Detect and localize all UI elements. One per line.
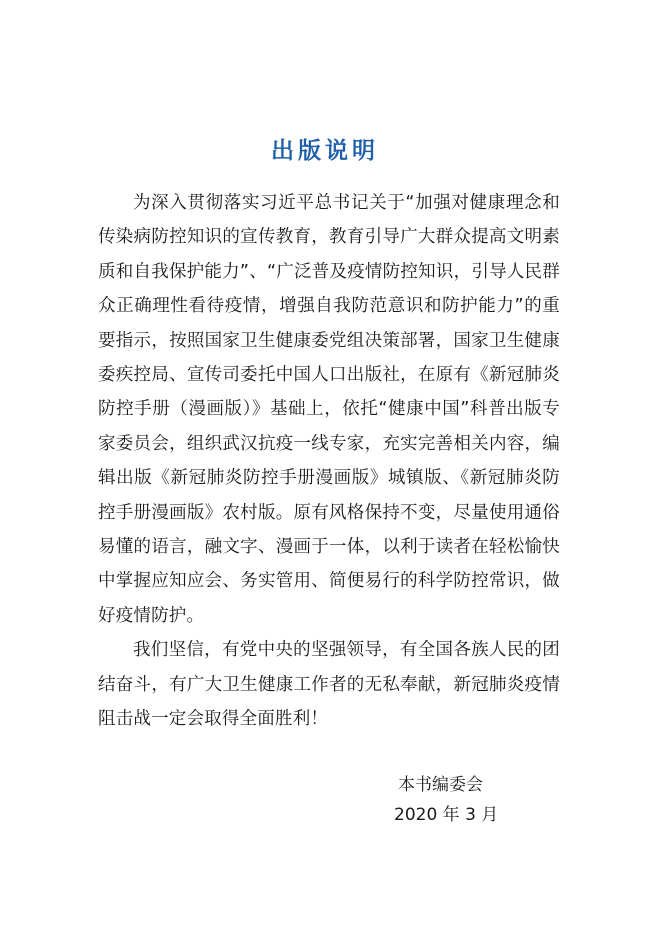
page-title: 出版说明 xyxy=(271,138,379,164)
signature-date: 2020 年 3 月 xyxy=(394,805,499,825)
paragraph-1: 为深入贯彻落实习近平总书记关于“加强对健康理念和传染病防控知识的宣传教育，教育引导广大群众提高文明素质和自我保护能力”、“广泛普及疫情防控知识，引导人民群众正确理性看待疫情，增强自我防范意识和防护能力”的重要指示，按照国家卫生健康委党组决策部署，国家卫生健康委疾控局、宣传司委托中国人口出版社，在原有《新冠肺炎防控手册（漫画版）》基础上，依托“健康中国”科普出版专家委员会，组织武汉抗疫一线专家，充实完善相关内容，编辑出版《新冠肺炎防控手册漫画版》城镇版、《新冠肺炎防控手册漫画版》农村版。原有风格保持不变，尽量使用通俗易懂的语言，融文字、漫画于一体，以利于读者在轻松愉快中掌握应知应会、务实管用、简便易行的科学防控常识，做好疫情防护。 xyxy=(98,193,560,626)
paragraph-2: 我们坚信，有党中央的坚强领导，有全国各族人民的团结奋斗，有广大卫生健康工作者的无私奉献，新冠肺炎疫情阻击战一定会取得全面胜利！ xyxy=(98,640,560,730)
signature-organization: 本书编委会 xyxy=(398,775,483,795)
signature-block xyxy=(372,770,572,830)
document-body xyxy=(98,186,560,737)
